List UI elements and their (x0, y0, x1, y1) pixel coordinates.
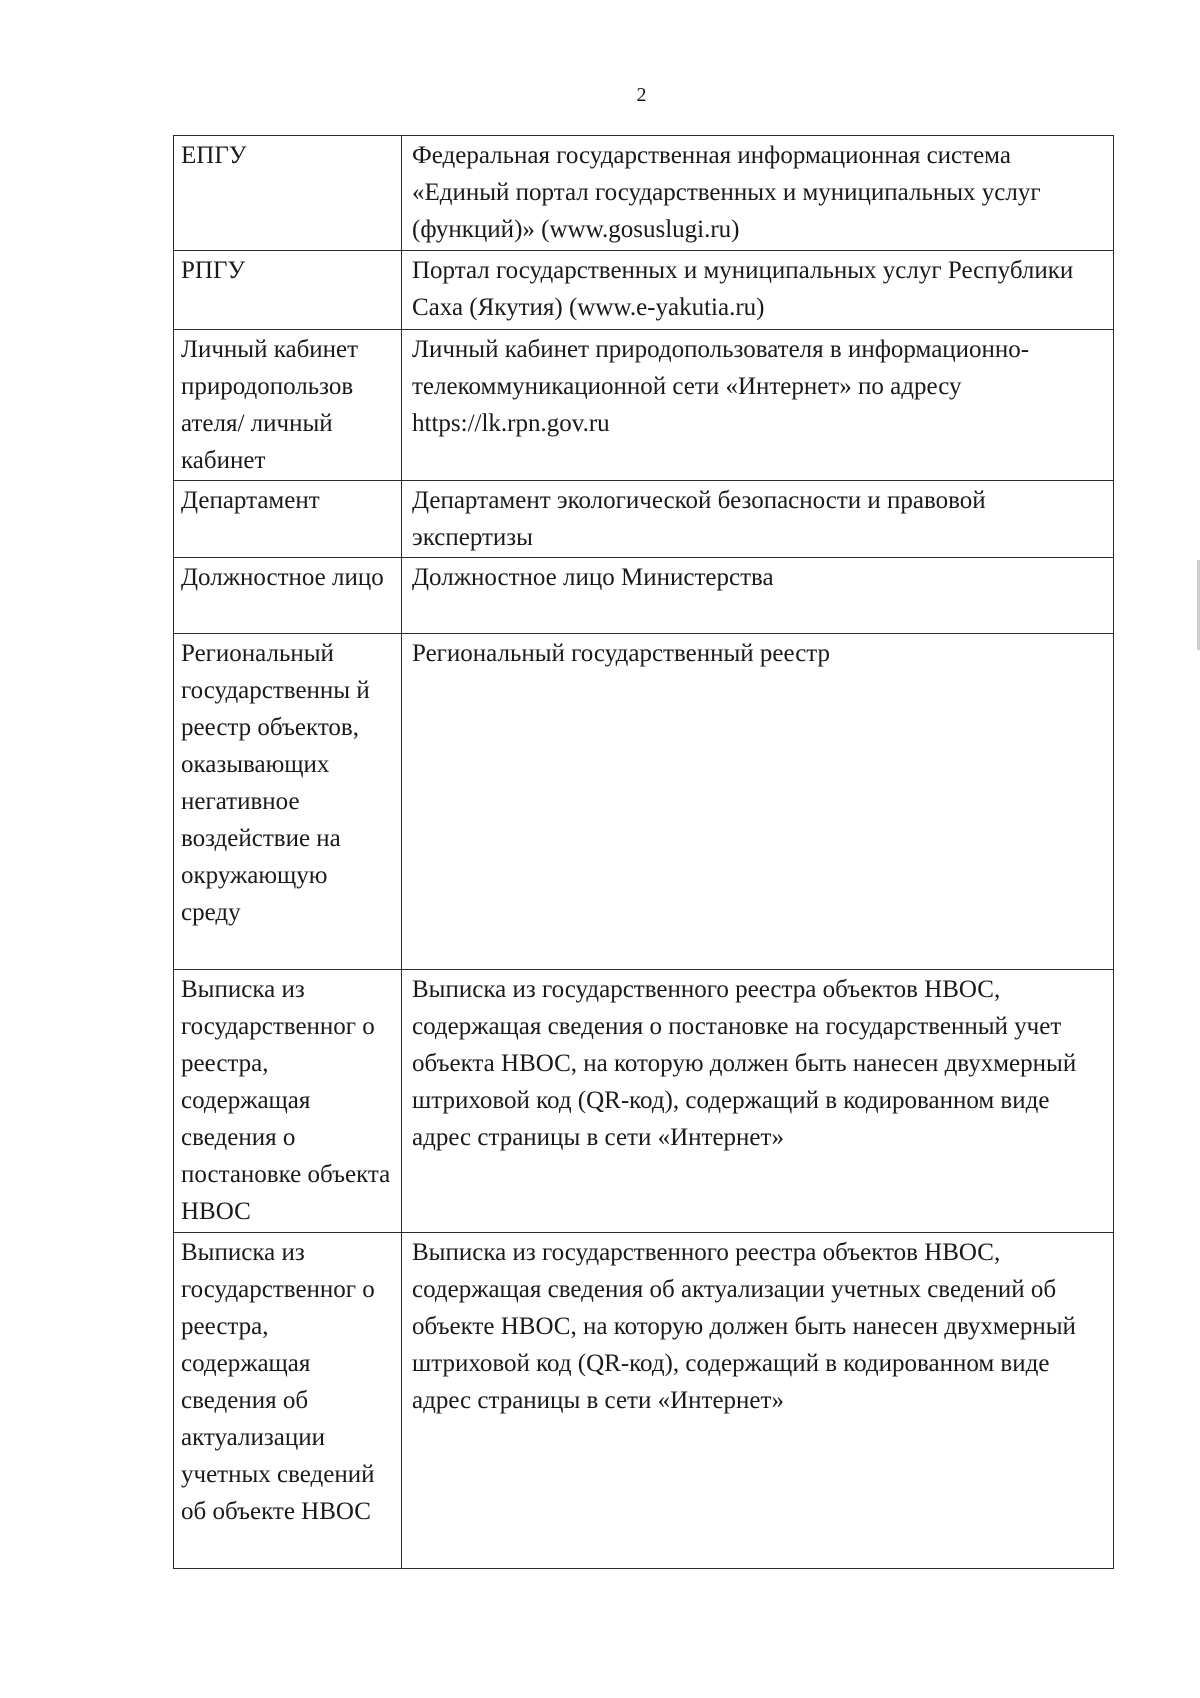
table-row (174, 136, 1114, 251)
term-cell: РПГУ (174, 251, 402, 330)
table-row (174, 634, 1114, 970)
table-row (174, 1233, 1114, 1569)
definition-cell: Региональный государственный реестр (402, 634, 1114, 970)
definition-cell: Должностное лицо Министерства (402, 558, 1114, 634)
table-row (174, 970, 1114, 1233)
definition-cell: Департамент экологической безопасности и правовой экспертизы (402, 481, 1114, 558)
definition-cell: Выписка из государственного реестра объектов НВОС, содержащая сведения об актуализации учетных сведений об объекте НВОС, на которую должен быть нанесен двухмерный штриховой код (QR-код), содержащий в кодированном виде адрес страницы в сети «Интернет» (402, 1233, 1114, 1569)
table-row (174, 481, 1114, 558)
definition-cell: Выписка из государственного реестра объектов НВОС, содержащая сведения о постановке на государственный учет объекта НВОС, на которую должен быть нанесен двухмерный штриховой код (QR-код), содержащий в кодированном виде адрес страницы в сети «Интернет» (402, 970, 1114, 1233)
table-row (174, 330, 1114, 481)
table-row (174, 558, 1114, 634)
term-cell: Региональный государственны й реестр объектов, оказывающих негативное воздействие на окружающую среду (174, 634, 402, 970)
term-cell: Должностное лицо (174, 558, 402, 634)
definitions-table (173, 135, 1114, 1569)
term-cell: Личный кабинет природопользов ателя/ личный кабинет (174, 330, 402, 481)
term-cell: ЕПГУ (174, 136, 402, 251)
definition-cell: Портал государственных и муниципальных услуг Республики Саха (Якутия) (www.e-yakutia.ru) (402, 251, 1114, 330)
term-cell: Выписка из государственног о реестра, содержащая сведения о постановке объекта НВОС (174, 970, 402, 1233)
definition-cell: Личный кабинет природопользователя в информационно-телекоммуникационной сети «Интернет» по адресу https://lk.rpn.gov.ru (402, 330, 1114, 481)
term-cell: Выписка из государственног о реестра, содержащая сведения об актуализации учетных сведений об объекте НВОС (174, 1233, 402, 1569)
table-row (174, 251, 1114, 330)
definition-cell: Федеральная государственная информационная система «Единый портал государственных и муниципальных услуг (функций)» (www.gosuslugi.ru) (402, 136, 1114, 251)
term-cell: Департамент (174, 481, 402, 558)
page-number: 2 (636, 84, 647, 106)
